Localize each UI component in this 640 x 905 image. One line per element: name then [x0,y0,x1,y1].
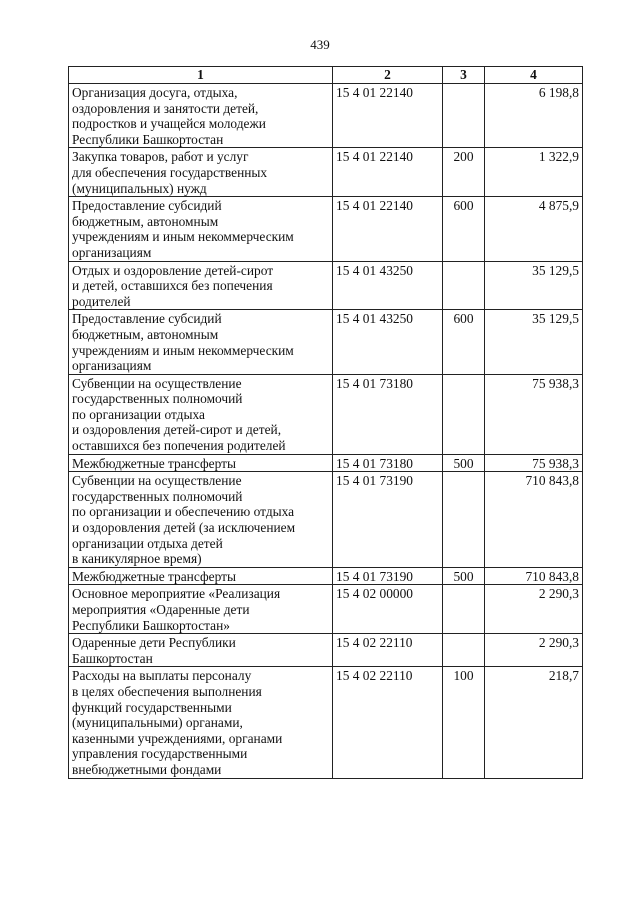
expense-name-cell: Отдых и оздоровление детей-сирот и детей, оставшихся без попечения родителей [69,261,333,310]
table-row [69,567,583,585]
table-row [69,197,583,261]
column-header-1: 1 [69,67,333,84]
table-row [69,667,583,778]
expense-type-cell: 200 [443,148,485,197]
amount-cell: 35 129,5 [485,310,583,374]
column-header-2: 2 [333,67,443,84]
expense-type-cell [443,84,485,148]
expense-type-cell: 500 [443,567,485,585]
target-code-cell: 15 4 01 73190 [333,567,443,585]
amount-cell: 75 938,3 [485,454,583,472]
table-row [69,634,583,667]
expense-name-cell: Организация досуга, отдыха, оздоровления и занятости детей, подростков и учащейся молодежи Республики Башкортостан [69,84,333,148]
expense-type-cell [443,472,485,568]
target-code-cell: 15 4 01 22140 [333,148,443,197]
table-row [69,310,583,374]
amount-cell: 710 843,8 [485,472,583,568]
target-code-cell: 15 4 01 43250 [333,261,443,310]
budget-table [68,66,583,779]
expense-type-cell: 500 [443,454,485,472]
amount-cell: 35 129,5 [485,261,583,310]
table-row [69,585,583,634]
table-header-row [69,67,583,84]
expense-name-cell: Предоставление субсидий бюджетным, автономным учреждениям и иным некоммерческим организациям [69,197,333,261]
amount-cell: 710 843,8 [485,567,583,585]
expense-type-cell [443,261,485,310]
table-row [69,472,583,568]
expense-type-cell: 600 [443,197,485,261]
column-header-3: 3 [443,67,485,84]
amount-cell: 1 322,9 [485,148,583,197]
expense-type-cell: 100 [443,667,485,778]
expense-type-cell [443,374,485,454]
amount-cell: 6 198,8 [485,84,583,148]
target-code-cell: 15 4 02 22110 [333,634,443,667]
amount-cell: 75 938,3 [485,374,583,454]
table-row [69,84,583,148]
target-code-cell: 15 4 01 22140 [333,84,443,148]
amount-cell: 218,7 [485,667,583,778]
amount-cell: 2 290,3 [485,634,583,667]
expense-name-cell: Одаренные дети Республики Башкортостан [69,634,333,667]
expense-type-cell [443,585,485,634]
target-code-cell: 15 4 02 00000 [333,585,443,634]
target-code-cell: 15 4 01 73190 [333,472,443,568]
expense-name-cell: Предоставление субсидий бюджетным, автономным учреждениям и иным некоммерческим организациям [69,310,333,374]
table-row [69,261,583,310]
amount-cell: 4 875,9 [485,197,583,261]
expense-type-cell [443,634,485,667]
page-number: 439 [310,37,330,52]
table-body [69,84,583,779]
expense-name-cell: Межбюджетные трансферты [69,454,333,472]
expense-name-cell: Субвенции на осуществление государственных полномочий по организации и обеспечению отдыха и оздоровления детей (за исключением организации отдыха детей в каникулярное время) [69,472,333,568]
target-code-cell: 15 4 01 43250 [333,310,443,374]
target-code-cell: 15 4 01 73180 [333,454,443,472]
table-row [69,148,583,197]
expense-name-cell: Расходы на выплаты персоналу в целях обеспечения выполнения функций государственными (муниципальными) органами, казенными учреждениями, органами управления государственными внебюджетными фондами [69,667,333,778]
expense-name-cell: Межбюджетные трансферты [69,567,333,585]
target-code-cell: 15 4 01 22140 [333,197,443,261]
expense-type-cell: 600 [443,310,485,374]
expense-name-cell: Основное мероприятие «Реализация мероприятия «Одаренные дети Республики Башкортостан» [69,585,333,634]
target-code-cell: 15 4 02 22110 [333,667,443,778]
target-code-cell: 15 4 01 73180 [333,374,443,454]
table-row [69,454,583,472]
table-row [69,374,583,454]
amount-cell: 2 290,3 [485,585,583,634]
column-header-4: 4 [485,67,583,84]
expense-name-cell: Субвенции на осуществление государственных полномочий по организации отдыха и оздоровления детей-сирот и детей, оставшихся без попечения родителей [69,374,333,454]
expense-name-cell: Закупка товаров, работ и услуг для обеспечения государственных (муниципальных) нужд [69,148,333,197]
